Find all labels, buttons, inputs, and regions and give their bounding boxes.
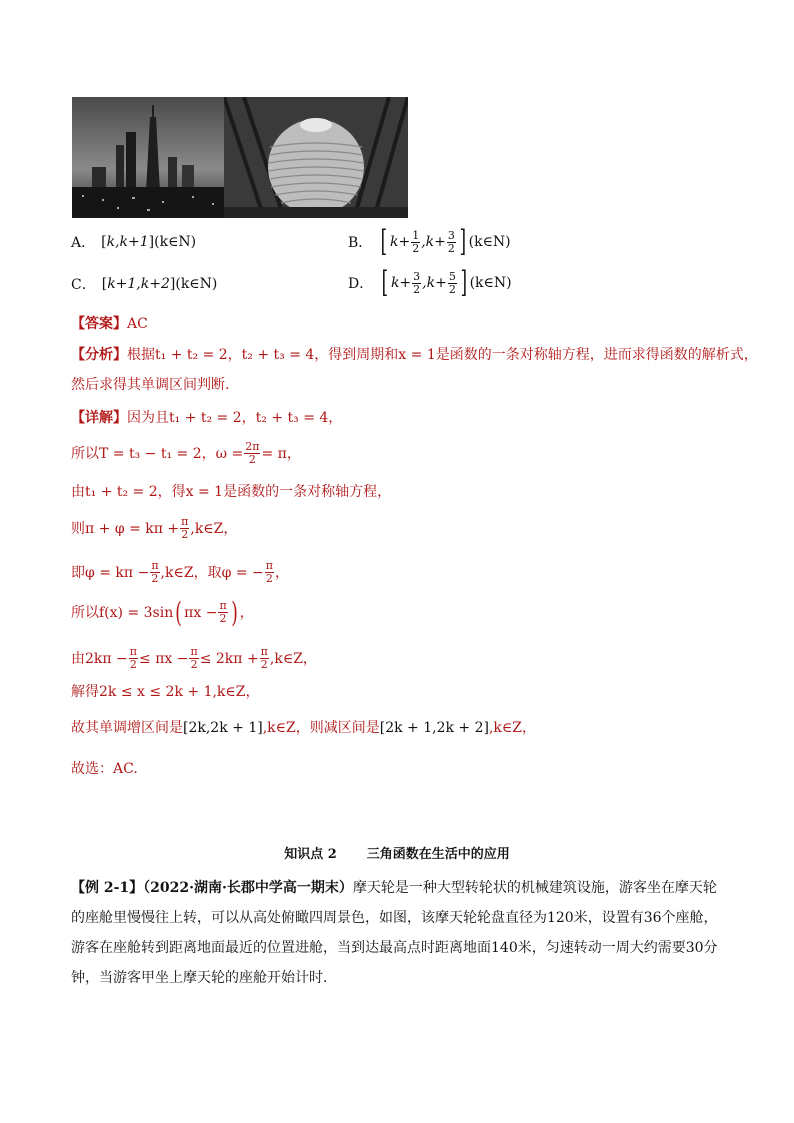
option-b-frac2 (447, 230, 456, 255)
option-d-num2: 5 (448, 269, 456, 283)
detail-l2-frac (244, 441, 260, 466)
increasing-interval: [2k,2k + 1] (183, 720, 263, 736)
detail-l9c: ,k∈Z，则减区间是 (262, 720, 380, 736)
detail-line-9 (71, 718, 536, 738)
detail-l5a: 即φ = kπ − (71, 564, 150, 581)
option-b-left-bracket: [ (380, 224, 388, 259)
detail-l6-rparen: ) (230, 595, 238, 629)
detail-l7-den1: 2 (129, 658, 137, 671)
detail-l5-den2: 2 (265, 572, 273, 585)
option-a-open: [ (101, 234, 107, 250)
option-a-body: k,k+1 (106, 234, 149, 250)
detail-line-10: 故选：AC. (71, 761, 138, 777)
detail-l6b: πx − (184, 604, 218, 621)
option-a-label: A． (71, 235, 96, 251)
detail-l2b: = π， (261, 445, 301, 462)
option-c-open: [ (101, 276, 108, 292)
analysis-line-2: 然后求得其单调区间判断. (71, 377, 230, 393)
detail-l7-num2: π (190, 645, 198, 658)
detail-l7-num1: π (129, 645, 138, 658)
option-b-den1: 2 (412, 241, 420, 255)
option-c-label: C． (71, 277, 96, 293)
detail-l7-frac3 (260, 646, 269, 671)
detail-l7-frac2 (189, 646, 198, 671)
section-subtitle: 三角函数在生活中的应用 (366, 847, 510, 862)
detail-l6-frac (218, 600, 227, 625)
detail-text-1: 因为且t₁ + t₂ = 2，t₂ + t₃ = 4， (127, 410, 343, 426)
option-d-num1: 3 (413, 269, 421, 283)
detail-line-1 (71, 408, 342, 428)
option-a-cond: (k∈N) (154, 234, 197, 250)
option-b-right-bracket: ] (459, 224, 466, 259)
detail-line-8: 解得2k ≤ x ≤ 2k + 1,k∈Z， (71, 684, 260, 700)
option-c-body: k+1,k+2 (107, 276, 170, 292)
option-b (348, 224, 511, 259)
detail-l7-frac1 (129, 646, 138, 671)
decreasing-interval: [2k + 1,2k + 2] (379, 720, 489, 736)
option-a-close: ] (148, 234, 155, 250)
detail-line-6 (71, 595, 254, 629)
option-b-frac1 (411, 230, 420, 255)
option-b-num1: 1 (412, 228, 420, 242)
option-d-right-bracket: ] (460, 265, 467, 300)
detail-line-5 (71, 560, 289, 585)
detail-l6c: ， (239, 604, 254, 621)
analysis-line-1 (71, 345, 758, 365)
analysis-tag: 【分析】 (71, 347, 127, 363)
detail-l5c: ， (274, 564, 289, 581)
detail-l4a: 则π + φ = kπ + (71, 520, 180, 537)
detail-l4-num: π (181, 515, 189, 528)
detail-l7a: 由2kπ − (71, 650, 128, 667)
example-paragraph (71, 873, 726, 993)
example-source: （2022·湖南·长郡中学高一期末） (143, 880, 353, 896)
detail-l6-num: π (219, 599, 227, 612)
detail-l7-den3: 2 (260, 658, 268, 671)
answer-tag: 【答案】 (71, 316, 127, 332)
option-d-frac1 (412, 271, 421, 296)
option-d-frac2 (448, 271, 457, 296)
detail-l7-den2: 2 (190, 658, 198, 671)
detail-tag: 【详解】 (71, 410, 127, 426)
answer-value: AC (127, 316, 148, 332)
detail-l6-den: 2 (219, 612, 227, 625)
option-c-close: ] (169, 276, 176, 292)
detail-l5b: ,k∈Z，取φ = − (160, 564, 264, 581)
detail-l5-den: 2 (151, 572, 159, 585)
detail-line-3: 由t₁ + t₂ = 2，得x = 1是函数的一条对称轴方程， (71, 484, 392, 500)
detail-l7d: ,k∈Z， (269, 650, 317, 667)
detail-l7-num3: π (260, 645, 268, 658)
option-b-pre: k+ (390, 234, 411, 250)
option-d-label: D． (348, 276, 374, 292)
option-d (348, 265, 512, 300)
detail-l4-frac (180, 516, 189, 541)
analysis-text-1: 根据t₁ + t₂ = 2，t₂ + t₃ = 4，得到周期和x = 1是函数的一条对称轴方程，进而求得函数的解析式， (127, 347, 758, 363)
detail-line-4 (71, 516, 237, 541)
detail-l5-frac2 (265, 560, 274, 585)
example-label: 【例 2-1】 (71, 880, 144, 896)
detail-l4-den: 2 (181, 528, 189, 541)
option-a (71, 232, 196, 252)
option-d-mid: ,k+ (422, 275, 447, 291)
option-b-label: B． (348, 235, 373, 251)
option-b-mid: ,k+ (421, 234, 446, 250)
damper-sphere-image (224, 97, 408, 218)
detail-l4b: ,k∈Z， (190, 520, 238, 537)
option-b-num2: 3 (447, 228, 455, 242)
option-d-left-bracket: [ (381, 265, 389, 300)
detail-l9a: 故其单调增区间是 (71, 720, 183, 736)
option-b-cond: (k∈N) (468, 234, 511, 250)
option-c-cond: (k∈N) (175, 276, 218, 292)
detail-l2a: 所以T = t₃ − t₁ = 2，ω = (71, 445, 244, 462)
detail-l5-num2: π (265, 559, 273, 572)
detail-l9e: ,k∈Z， (488, 720, 536, 736)
city-skyline-image (72, 97, 224, 218)
example-text: 摩天轮是一种大型转轮状的机械建筑设施，游客坐在摩天轮的座舱里慢慢往上转，可以从高处俯瞰四周景色，如图，该摩天轮轮盘直径为120米，设置有36个座舱，游客在座舱转到距离地面最近的位置进舱，当到达最高点时距离地面140米，匀速转动一周大约需要30分钟，当游客甲坐上摩天轮的座舱开始计时. (71, 880, 718, 986)
detail-line-7 (71, 646, 317, 671)
detail-line-2 (71, 441, 301, 466)
section-title: 知识点 2 (284, 847, 337, 862)
detail-l7b: ≤ πx − (139, 650, 189, 667)
detail-l2-den: 2 (248, 453, 256, 466)
detail-l5-num: π (151, 559, 159, 572)
detail-l7c: ≤ 2kπ + (199, 650, 259, 667)
section-heading (0, 843, 794, 862)
option-b-den2: 2 (447, 241, 455, 255)
option-d-cond: (k∈N) (469, 275, 512, 291)
option-d-pre: k+ (390, 275, 412, 291)
detail-l5-frac1 (150, 560, 159, 585)
option-d-den1: 2 (413, 282, 421, 296)
detail-l6a: 所以f(x) = 3sin (71, 604, 174, 621)
option-c (71, 274, 217, 294)
option-d-den2: 2 (448, 282, 456, 296)
detail-l2-num: 2π (245, 440, 260, 453)
answer-line (71, 314, 148, 334)
detail-l6-lparen: ( (175, 595, 182, 629)
